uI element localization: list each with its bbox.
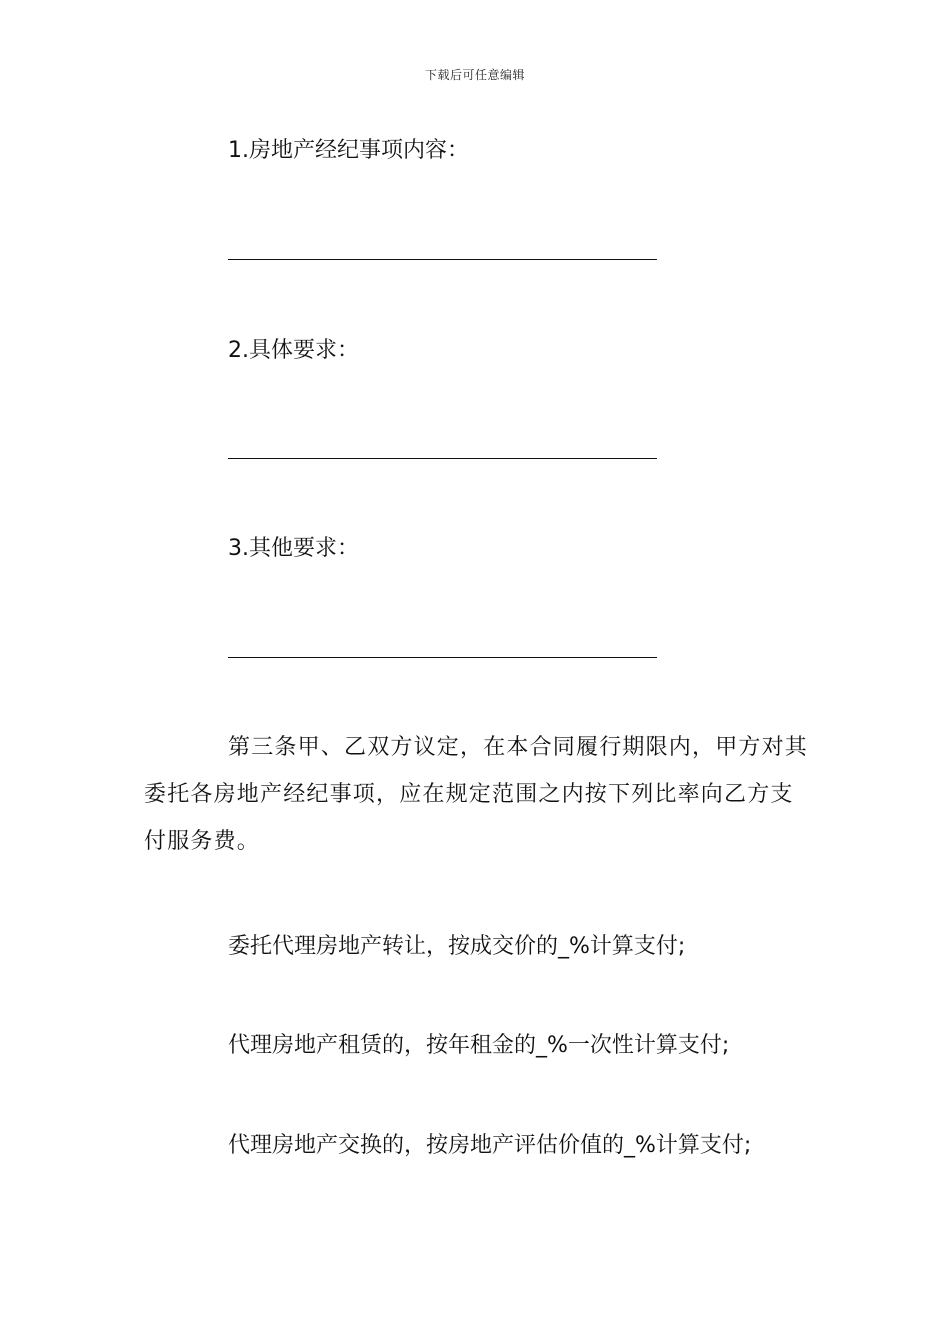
rate-lease: 代理房地产租赁的，按年租金的_%一次性计算支付; [228,1033,730,1058]
page-header-note: 下载后可任意编辑 [424,68,525,82]
item-2-label: 2.具体要求： [228,338,359,363]
rate-transfer: 委托代理房地产转让，按成交价的_%计算支付; [228,934,686,959]
item-1-label: 1.房地产经纪事项内容： [228,138,469,163]
item-3-label: 3.其他要求： [228,536,359,561]
item-1-fill-line [228,259,657,260]
rate-exchange: 代理房地产交换的，按房地产评估价值的_%计算支付; [228,1133,752,1158]
item-3-fill-line [228,657,657,658]
article-3-paragraph: 第三条甲、乙双方议定，在本合同履行期限内，甲方对其委托各房地产经纪事项，应在规定范围之内按下列比率向乙方支付服务费。 [144,735,809,854]
item-2-fill-line [228,458,657,459]
